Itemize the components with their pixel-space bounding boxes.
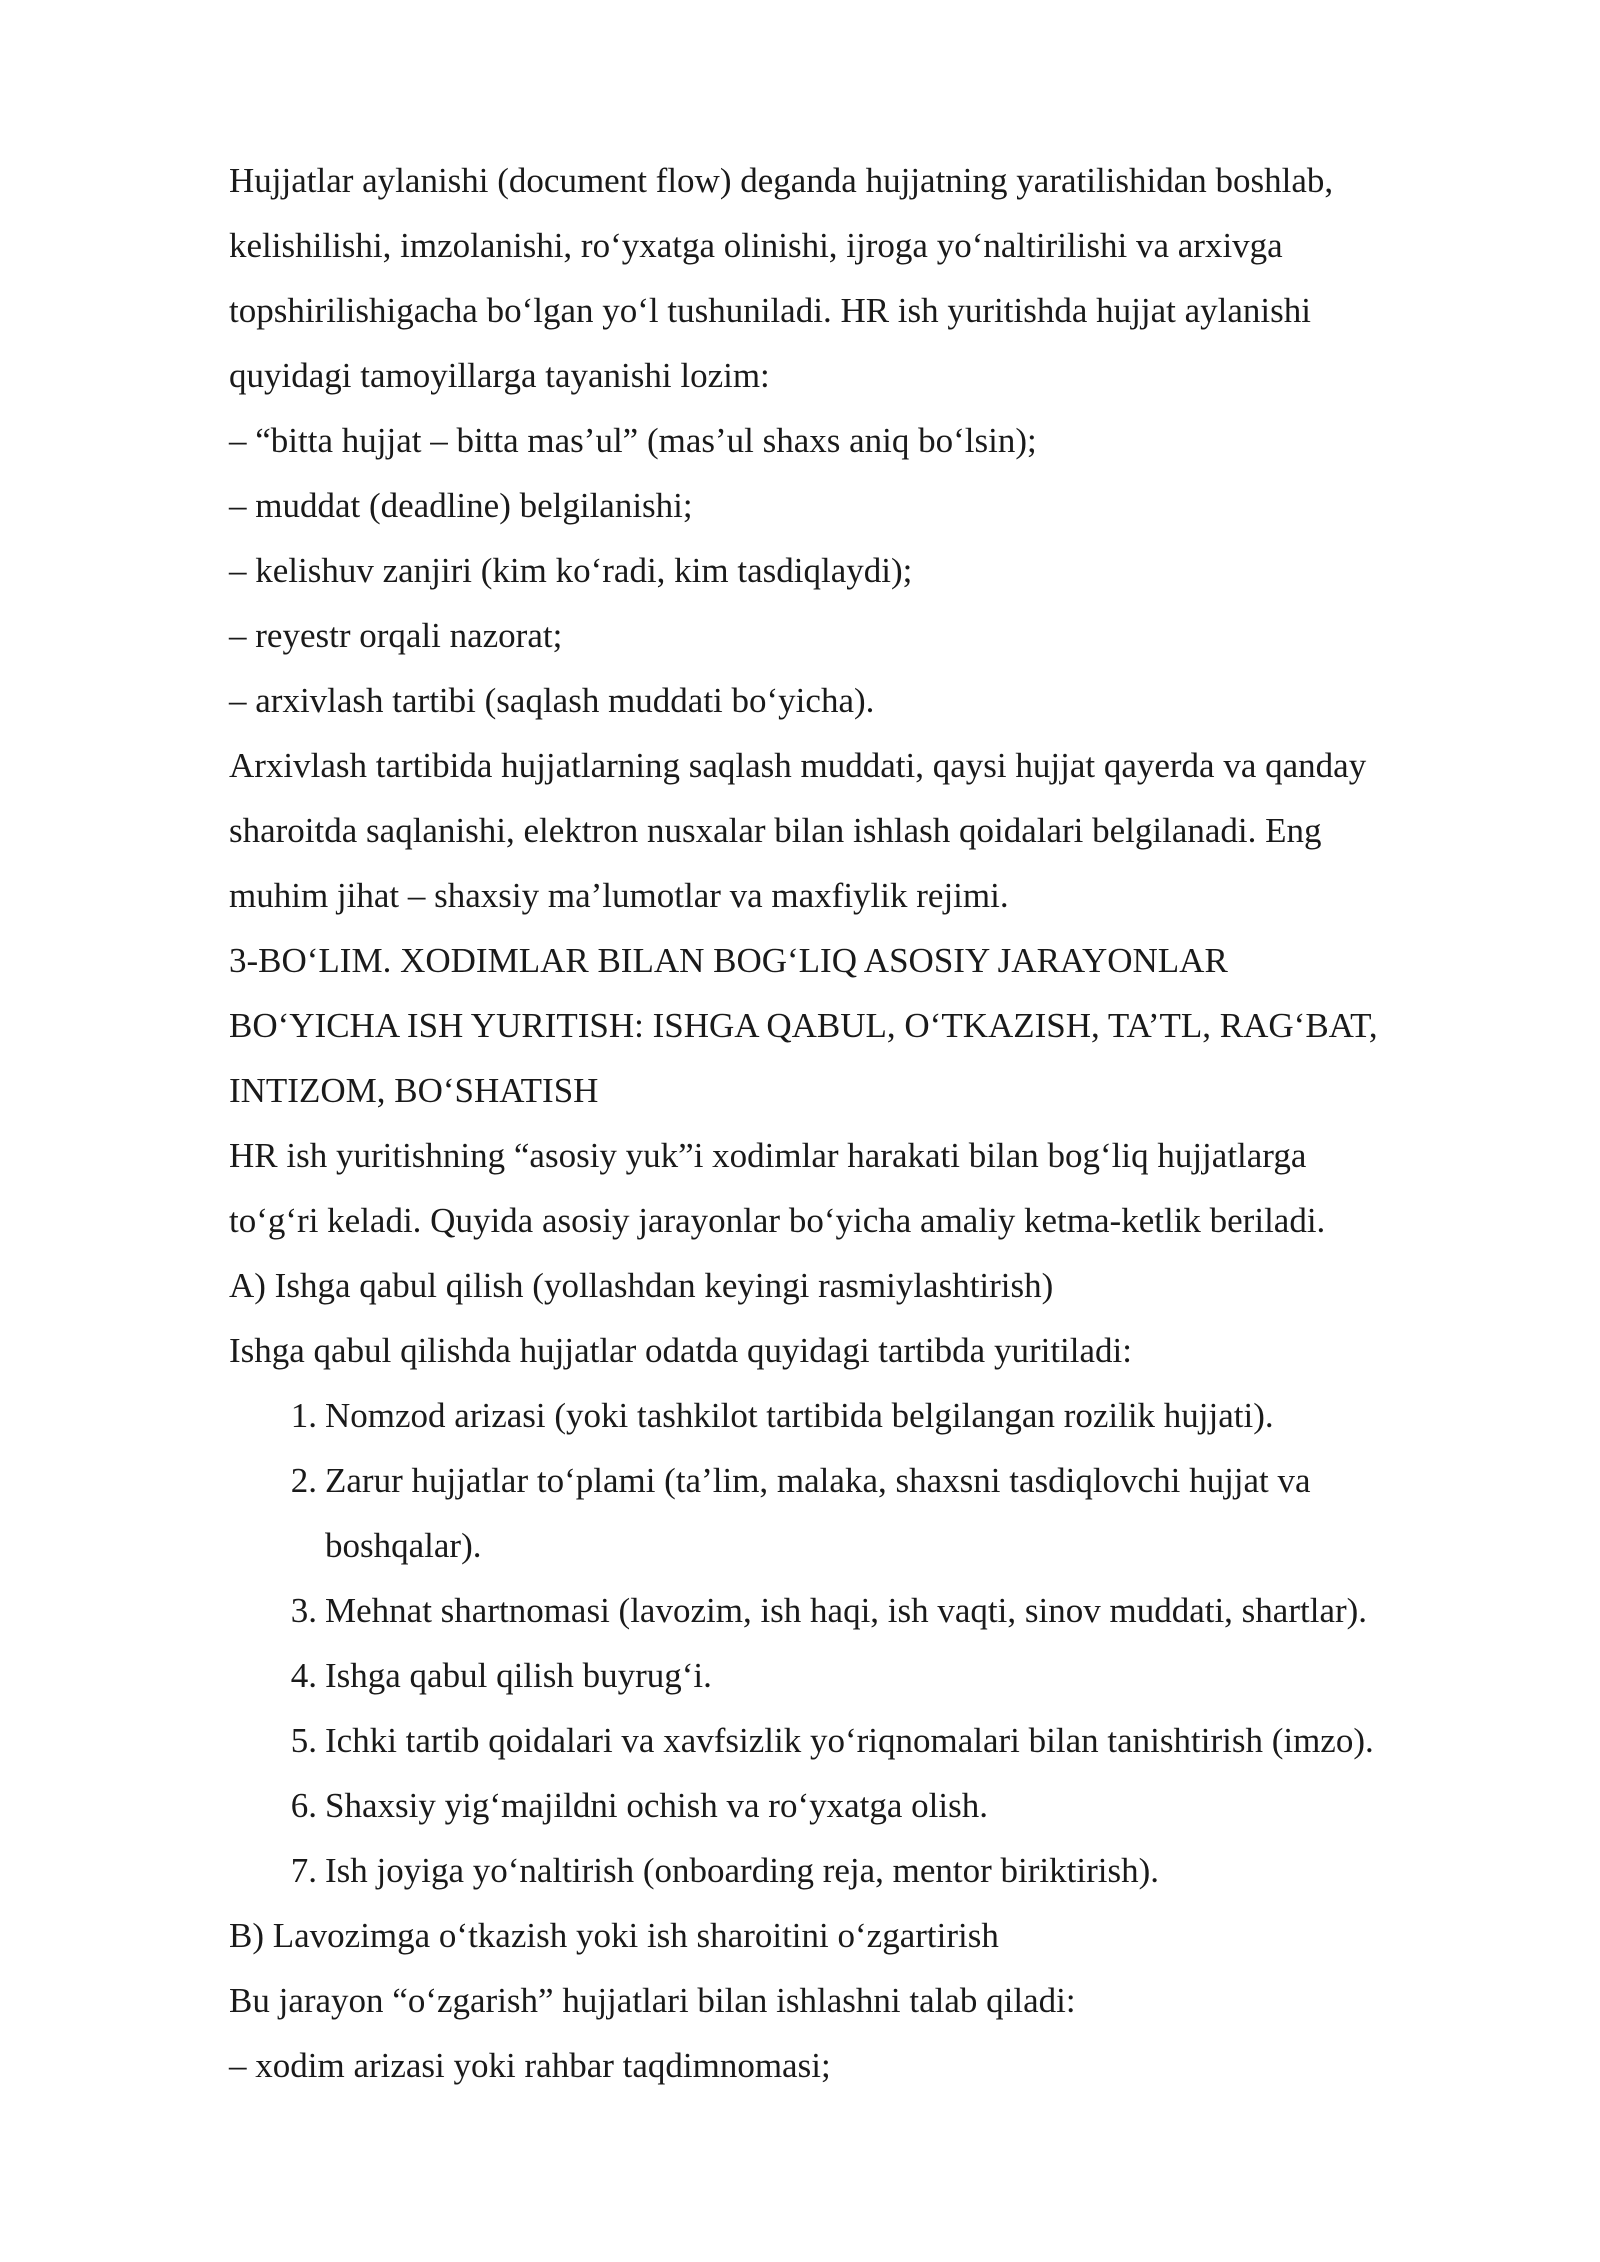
section-heading [229,928,1529,1123]
subsection-a [229,1253,1529,1903]
intro-paragraph [229,148,1529,408]
subsection-b-title: B) Lavozimga o‘tkazish yoki ish sharoitini o‘zgartirish [229,1916,999,1955]
step-number: 5. [290,1721,317,1760]
step-number: 2. [290,1461,317,1500]
step-number: 3. [290,1591,317,1630]
archive-line: muhim jihat – shaxsiy ma’lumotlar va maxfiylik rejimi. [229,876,1009,915]
step-text: Zarur hujjatlar to‘plami (ta’lim, malaka, shaxsni tasdiqlovchi hujjat va [325,1461,1311,1500]
archive-line: sharoitda saqlanishi, elektron nusxalar bilan ishlash qoidalari belgilanadi. Eng [229,811,1322,850]
principle-item: – reyestr orqali nazorat; [229,616,563,655]
document-body [229,148,1529,2098]
hiring-steps-list [229,1383,1529,1903]
step-number: 4. [290,1656,317,1695]
intro-line: kelishilishi, imzolanishi, ro‘yxatga olinishi, ijroga yo‘naltirilishi va arxivga [229,226,1283,265]
section-heading-line: 3-BO‘LIM. XODIMLAR BILAN BOG‘LIQ ASOSIY JARAYONLAR [229,941,1228,980]
step-number: 7. [290,1851,317,1890]
hiring-step [229,1838,1529,1903]
hiring-step [229,1578,1529,1643]
intro-line: topshirilishigacha bo‘lgan yo‘l tushuniladi. HR ish yuritishda hujjat aylanishi [229,291,1311,330]
hiring-step [229,1448,1529,1578]
subsection-b-item: – xodim arizasi yoki rahbar taqdimnomasi; [229,2046,831,2085]
archive-line: Arxivlash tartibida hujjatlarning saqlash muddati, qaysi hujjat qayerda va qanday [229,746,1367,785]
step-text: Mehnat shartnomasi (lavozim, ish haqi, ish vaqti, sinov muddati, shartlar). [325,1591,1368,1630]
step-text: Ichki tartib qoidalari va xavfsizlik yo‘riqnomalari bilan tanishtirish (imzo). [325,1721,1374,1760]
section-heading-line: INTIZOM, BO‘SHATISH [229,1071,599,1110]
hiring-step [229,1708,1529,1773]
step-number: 1. [290,1396,317,1435]
subsection-a-lead: Ishga qabul qilishda hujjatlar odatda quyidagi tartibda yuritiladi: [229,1331,1132,1370]
hiring-step [229,1383,1529,1448]
subsection-b-lead: Bu jarayon “o‘zgarish” hujjatlari bilan ishlashni talab qiladi: [229,1981,1076,2020]
step-text: Ish joyiga yo‘naltirish (onboarding reja, mentor biriktirish). [325,1851,1159,1890]
step-text: Nomzod arizasi (yoki tashkilot tartibida belgilangan rozilik hujjati). [325,1396,1274,1435]
hiring-step [229,1643,1529,1708]
step-text: Ishga qabul qilish buyrug‘i. [325,1656,712,1695]
principle-item: – muddat (deadline) belgilanishi; [229,486,693,525]
principle-item: – arxivlash tartibi (saqlash muddati bo‘yicha). [229,681,875,720]
intro-line: quyidagi tamoyillarga tayanishi lozim: [229,356,770,395]
subsection-b [229,1903,1529,2098]
hiring-step [229,1773,1529,1838]
step-text: Shaxsiy yig‘majildni ochish va ro‘yxatga olish. [325,1786,988,1825]
principles-list [229,408,1529,733]
step-number: 6. [290,1786,317,1825]
intro-line: Hujjatlar aylanishi (document flow) deganda hujjatning yaratilishidan boshlab, [229,161,1334,200]
section-intro-paragraph [229,1123,1529,1253]
principle-item: – kelishuv zanjiri (kim ko‘radi, kim tasdiqlaydi); [229,551,913,590]
step-text: boshqalar). [325,1526,482,1565]
section-intro-line: HR ish yuritishning “asosiy yuk”i xodimlar harakati bilan bog‘liq hujjatlarga [229,1136,1307,1175]
section-heading-line: BO‘YICHA ISH YURITISH: ISHGA QABUL, O‘TKAZISH, TA’TL, RAG‘BAT, [229,1006,1378,1045]
subsection-a-title: A) Ishga qabul qilish (yollashdan keyingi rasmiylashtirish) [229,1266,1054,1305]
section-intro-line: to‘g‘ri keladi. Quyida asosiy jarayonlar bo‘yicha amaliy ketma-ketlik beriladi. [229,1201,1326,1240]
principle-item: – “bitta hujjat – bitta mas’ul” (mas’ul shaxs aniq bo‘lsin); [229,421,1037,460]
archive-paragraph [229,733,1529,928]
